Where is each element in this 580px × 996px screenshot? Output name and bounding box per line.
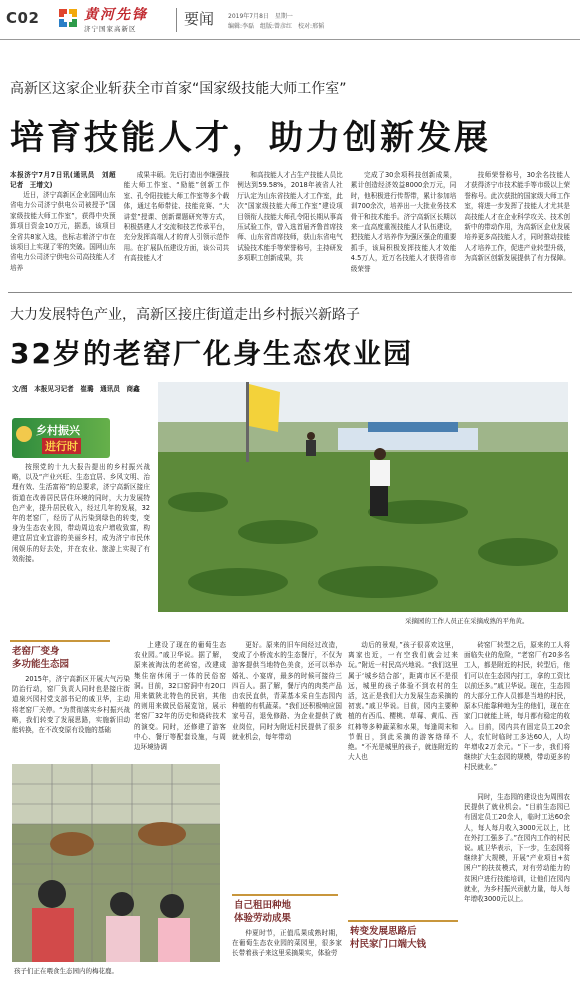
story1-paragraph: 成果丰硕。先后打造出李继强技能大师工作室、“励能”创新工作室、孔令阳技能大师工作室等多个载体，通过名师带徒、技能竞赛、“大讲堂”授课、创新课题研究等方式，积极搭建人才交流和技艺传承平台，充分发挥高端人才的育人引领示范作用。在扩展队伍建设方面，该公司共有高技能人才 [123,171,230,263]
brand-name: 黄河先锋 [84,7,148,23]
photo-caption: 采摘园的工作人员正在采摘成熟的平角黄。 [405,617,529,625]
subsection1-text: 2015年，济宁高新区开展大气污染防治行动，窑厂负责人同时也是接庄街道泉兴园村党支部书记的戚卫华，主动将老窑厂关停。“为贯彻落实乡村振兴战略，我们转变了发展思路，实施新旧动能转换，在不改变原有设施的基础 [12,675,130,735]
page-number: C02 [6,9,40,27]
subhead-transform: 转变发展思路后 村民家门口端大钱 [350,926,427,950]
column-b4: 砖窑厂转型之后，原来的工人将面临失业的危险，“老窑厂有20多名工人，都是附近的村民，转型后，他们可以在生态园内打工，拿的工资比以前还多。”戚卫华说。现在，生态园的大部分工作人员都是当地的村民，原本只能靠种地为生的他们，现在在家门口就能上班，每月都有稳定的收入。目前，园内共有固定员工20余人，农忙时临时工多达60人，人均年增收2万余元。“下一步，我们将继续扩大生态园的规模，带动更多的村民就业。” [464,641,570,772]
story2-lead: 按照党的十九大报告提出的乡村振兴战略，以及“产业兴旺、生态宜居、乡风文明、治理有效、生活富裕”的总要求，济宁高新区接庄街道在改善居民居住环境的同时，大力发展特色产业，提升居民收入，经过几年的发展，32年的老窑厂，经历了从污染到绿色的转变，变身为生态农业园，带动周边农户增收致富，构建宜居宜业宜游的美丽乡村，成为济宁市民休闲娱乐的好去处，并在农业、旅游上实现了有效衔接。 [12,463,150,563]
story1-kicker: 高新区这家企业斩获全市首家“国家级技能大师工作室” [10,81,347,97]
subsection2-text: 仲夏时节，正值瓜果成熟时期，在葡萄生态农业园的菜园里，很多家长带着孩子来这里采摘果实，体验劳 [232,929,342,958]
date-line: 2019年7月8日 星期一 [228,13,293,20]
story1-column [351,170,457,282]
story1-column [237,170,343,282]
deer-caption: 孩子们正在喂食生态园内的梅花鹿。 [14,967,118,975]
story1-paragraph: 技师荣誉称号，30余名技能人才获得济宁市技术能手等市级以上荣誉称号。此次获批的国家级大师工作室，将进一步发挥了技能人才尤其是高技能人才在企业科学攻关、技术创新中的带动作用，为高新区企业发展培养更多高技能人才，同时推动技能人才培养工作，促进产业转型升级，为高新区创新发展提供了有力保障。 [464,171,570,263]
brand-subtitle: 济宁国家高新区 [84,25,137,33]
section-name: 要闻 [184,10,215,28]
story1-byline: 本报济宁7月7日讯(通讯员 刘超 记者 王增文) [10,171,123,189]
farm-photo [158,382,568,612]
farm-photo-image [158,382,568,612]
story2-byline: 文/图 本报见习记者 崔璐 通讯员 商鑫 [12,385,140,393]
editors-line: 编辑:李磊 组版:曾彦红 校对:邢韬 [228,23,325,30]
story1-column [10,170,123,282]
story2-headline: 32岁的老窑厂化身生态农业园 [10,337,413,370]
subhead-rule [232,894,338,896]
story1-column [124,170,230,282]
column-b3: 动后的景观，”孩子很喜欢这里，离家也近，一有空我们就会过来玩。”附近一村民高兴地说。“我们这里属于‘城乡结合部’，距离市区不是很远，城里的孩子体验不到农村的生活，这正是我们大力发展生态采摘的初衷。”戚卫华说。目前，园内主要种植的有西瓜、樱桃、草莓、黄瓜、西红柿等多种蔬菜和水果，每逢周末和节假日，到此采摘的游客络绎不绝。“不光是城里的孩子，就连附近的大人也 [348,641,458,762]
rural-revitalization-badge [12,418,110,458]
column-b1: 上建设了现在的葡萄生态农业园。”戚卫华说。据了解，原来被淘汰的老砖窑，改建成集住宿休闲于一体的民俗窑洞。目前，32口窑洞中有20口用来做陕北特色的民宿，其他的则用来做民俗展览馆，展示老窑厂32年的历史和烧砖技术的演变。同时，还修建了游客中心、餐厅等配套设施，与周边环境协调 [134,641,226,752]
subhead-old-kiln: 老窑厂变身 多功能生态园 [12,646,70,670]
story1-paragraph: 和高技能人才占生产技能人员比例达到59.58%，2018年被省人社厅认定为山东省技能人才工作室，此次“国家级技能大师工作室”建设项目领衔人技能大师孔令阳长期从事高压试验工作，曾入选首届齐鲁首席技师、山东省首席技师，获山东省电气试验技术能手等荣誉称号，主持研发多项职工创新成果，共 [237,171,343,263]
story2-kicker: 大力发展特色产业，高新区接庄街道走出乡村振兴新路子 [10,307,360,323]
deer-photo-image [12,764,220,962]
deer-photo [12,764,220,962]
story1-paragraph: 近日，济宁高新区企业国网山东省电力公司济宁供电公司被授予“国家级技能大师工作室”，获得中央预算项目资金10万元，据悉，该项目全省共8家入选，也标志着济宁市在该项目上实现了零的突破。国网山东省电力公司济宁供电公司高技能人才培养 [10,191,116,272]
masthead-divider [176,8,177,32]
subhead-rule [348,920,458,922]
leaf-icon [16,426,32,442]
story1-body [10,170,570,282]
masthead [0,0,580,40]
badge-line2: 进行时 [42,438,81,454]
badge-line1: 乡村振兴 [36,424,80,437]
story1-headline: 培育技能人才，助力创新发展 [10,118,491,158]
section-divider [8,292,572,293]
story1-paragraph: 完成了30余项科技创新成果，累计创造经济效益8000余万元，同时，他积极进行传帮带，累计参加培训700余次，培养出一大批业务技术骨干和技术能手。济宁高新区长期以来一直高度重视技能人才队伍建设，把技能人才培养作为强区强企的重要抓手，该局积极发挥技能人才效能4.5万人，近万名技能人才获得省市级荣誉 [350,171,457,273]
story1-column [464,170,570,282]
column-b5: 同时，生态园的建设也为周围农民提供了就业机会。“目前生态园已有固定员工20余人，临时工达60余人，每人每月收入3000元以上，比在外打工强多了。”在园内工作的村民说。戚卫华表示，下一步，生态园将继续扩大规模，开展“产业项目+贫困户”的扶贫模式，对有劳动能力的贫困户进行技能培训，让他们在园内就业，为乡村振兴贡献力量，每人每年增收3000元以上。 [464,793,570,904]
subhead-rule [10,640,110,642]
newspaper-logo-icon [58,8,78,28]
subhead-rent-field: 自己租田种地 体验劳动成果 [234,900,292,924]
column-b2: 更好。原来的旧车间经过改造，变成了小桥流水的生态餐厅，不仅为游客提供当地特色美食，还可以举办婚礼、小宴席，最多的时候可接待三四百人。据了解，餐厅内的肉类产品由农民直供，青菜基本采自生态园内种植的有机蔬菜。“我们还积极响应国家号召，退免修路、为企业提供了就业岗位，同时为附近村民提供了很多就业机会，每年带动 [232,641,342,741]
